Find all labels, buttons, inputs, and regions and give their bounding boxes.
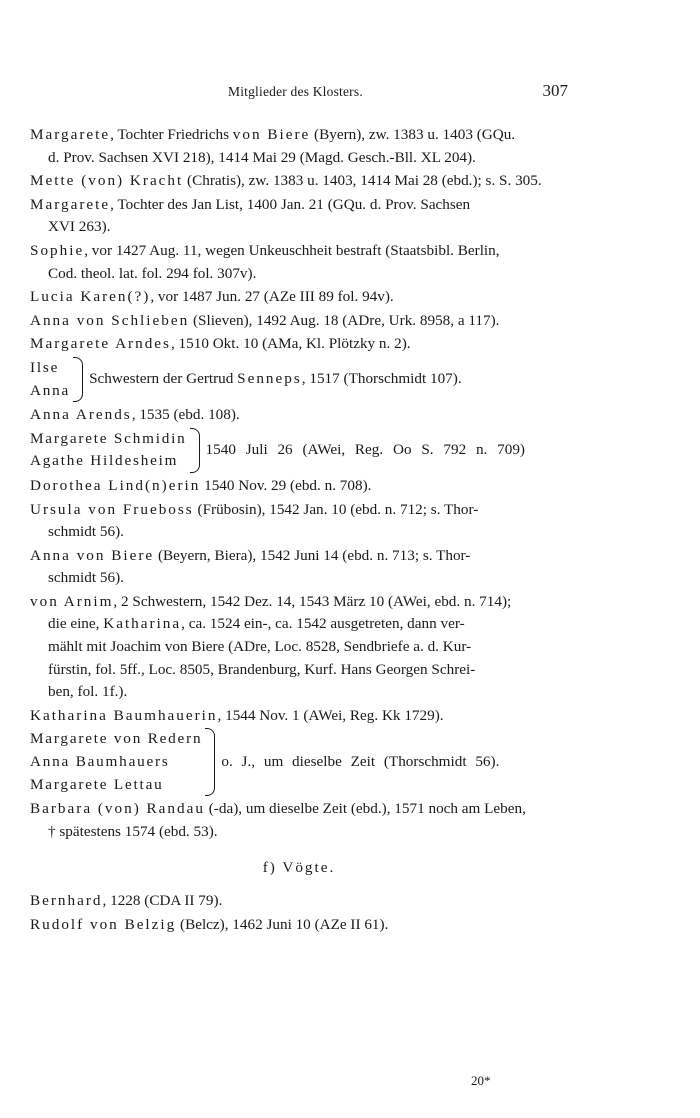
entry-continuation: ben, fol. 1f.). bbox=[48, 683, 128, 701]
entry-margarete-biere bbox=[30, 124, 568, 169]
group-text: o. J., um dieselbe Zeit (Thorschmidt 56). bbox=[221, 753, 500, 771]
entry-text: , vor 1487 Jun. 27 (AZe III 89 fol. 94v). bbox=[150, 288, 394, 306]
entry-name: Anna Arends bbox=[30, 406, 132, 424]
entry-anna-arends bbox=[30, 404, 568, 427]
entry-text: die eine, bbox=[48, 615, 104, 633]
entry-name: Mette (von) Kracht bbox=[30, 172, 184, 190]
entry-dorothea bbox=[30, 475, 568, 498]
entry-name: Katharina bbox=[103, 615, 182, 633]
page-number: 307 bbox=[542, 81, 568, 100]
entry-von-arnim bbox=[30, 591, 568, 704]
entry-name: Dorothea Lind(n)erin bbox=[30, 476, 201, 494]
entry-text: , vor 1427 Aug. 11, wegen Unkeuschheit bestraft (Staatsbibl. Berlin, bbox=[84, 241, 500, 259]
entry-continuation: XVI 263). bbox=[48, 218, 111, 236]
group-name: Margarete Schmidin bbox=[30, 429, 187, 447]
entry-anna-biere bbox=[30, 545, 568, 590]
entry-text: (Chratis), zw. 1383 u. 1403, 1414 Mai 28 (ebd.); s. S. 305. bbox=[183, 172, 542, 190]
group-name: Margarete von Redern bbox=[30, 730, 203, 748]
entry-name: Rudolf von Belzig bbox=[30, 915, 177, 933]
entry-text: , 1510 Okt. 10 (AMa, Kl. Plötzky n. 2). bbox=[170, 335, 411, 353]
entry-margarete-list bbox=[30, 194, 568, 239]
running-title: Mitglieder des Klosters. bbox=[228, 84, 363, 99]
group-name: Agathe Hildesheim bbox=[30, 452, 179, 470]
entry-baumhauerin bbox=[30, 705, 568, 728]
entry-continuation: † spätestens 1574 (ebd. 53). bbox=[48, 822, 218, 840]
entry-text: , Tochter des Jan List, 1400 Jan. 21 (GQu. d. Prov. Sachsen bbox=[110, 195, 471, 213]
entry-name: Barbara (von) Randau bbox=[30, 800, 205, 818]
entry-continuation bbox=[30, 613, 568, 636]
entry-name: Lucia Karen(?) bbox=[30, 288, 151, 306]
entry-continuation: mählt mit Joachim von Biere (ADre, Loc. 8528, Sendbriefe a. d. Kur- bbox=[48, 638, 472, 656]
entry-name: Anna von Schlieben bbox=[30, 311, 190, 329]
entry-text: , Tochter Friedrichs bbox=[110, 126, 233, 143]
entry-text: (-da), um dieselbe Zeit (ebd.), 1571 noch am Leben, bbox=[204, 800, 526, 818]
entry-name: Margarete bbox=[30, 126, 111, 143]
entry-continuation: schmidt 56). bbox=[48, 569, 124, 587]
entry-text: (Slieven), 1492 Aug. 18 (ADre, Urk. 8958, a 117). bbox=[189, 311, 500, 329]
entry-text: (Belcz), 1462 Juni 10 (AZe II 61). bbox=[176, 915, 389, 933]
entry-name: Margarete bbox=[30, 195, 111, 213]
group-name: Ilse bbox=[30, 358, 60, 376]
entry-continuation: schmidt 56). bbox=[48, 523, 124, 541]
brace-icon bbox=[190, 428, 200, 473]
entry-text: , 1544 Nov. 1 (AWei, Reg. Kk 1729). bbox=[217, 706, 444, 724]
signature-mark: 20* bbox=[471, 1073, 491, 1088]
entry-ursula bbox=[30, 499, 568, 544]
entry-text: (Byern), zw. 1383 u. 1403 (GQu. bbox=[310, 126, 516, 143]
entry-mette-kracht bbox=[30, 170, 568, 193]
section-heading-vogte bbox=[30, 857, 568, 880]
entry-sophie bbox=[30, 240, 568, 285]
entry-text: 1540 Nov. 29 (ebd. n. 708). bbox=[200, 476, 372, 494]
entry-barbara-randau bbox=[30, 798, 568, 843]
group-schmidin-hildesheim bbox=[30, 428, 568, 473]
group-name: Margarete Lettau bbox=[30, 775, 164, 793]
entry-text: , 1228 (CDA II 79). bbox=[102, 892, 223, 909]
entry-name: Katharina Baumhauerin bbox=[30, 706, 218, 724]
group-names bbox=[30, 728, 202, 796]
brace-icon bbox=[205, 728, 215, 796]
entry-margarete-arndes bbox=[30, 333, 568, 356]
group-name: Anna Baumhauers bbox=[30, 753, 170, 771]
entry-continuation: Cod. theol. lat. fol. 294 fol. 307v). bbox=[48, 264, 257, 282]
main-text bbox=[30, 124, 568, 937]
group-names bbox=[30, 357, 70, 402]
entry-text: (Frübosin), 1542 Jan. 10 (ebd. n. 712; s. Thor- bbox=[193, 500, 479, 518]
group-name: Anna bbox=[30, 381, 71, 399]
entry-text: (Beyern, Biera), 1542 Juni 14 (ebd. n. 713; s. Thor- bbox=[154, 546, 471, 564]
entry-rudolf-belzig bbox=[30, 914, 568, 937]
running-header bbox=[30, 82, 568, 104]
entry-name: Ursula von Frueboss bbox=[30, 500, 194, 518]
entry-text: , 2 Schwestern, 1542 Dez. 14, 1543 März 10 (AWei, ebd. n. 714); bbox=[113, 592, 512, 610]
group-ilse-anna bbox=[30, 357, 568, 402]
group-text-pre: Schwestern der Gertrud bbox=[89, 370, 238, 388]
group-redern-baumhauers-lettau bbox=[30, 728, 568, 796]
entry-bernhard bbox=[30, 890, 568, 913]
group-text bbox=[89, 368, 462, 391]
group-text-post: , 1517 (Thorschmidt 107). bbox=[301, 370, 462, 388]
entry-name: Bernhard bbox=[30, 892, 103, 909]
entry-text: , ca. 1524 ein-, ca. 1542 ausgetreten, dann ver- bbox=[181, 615, 465, 633]
brace-icon bbox=[73, 357, 83, 402]
entry-lucia-karen bbox=[30, 286, 568, 309]
entry-continuation: d. Prov. Sachsen XVI 218), 1414 Mai 29 (Magd. Gesch.-Bll. XL 204). bbox=[48, 148, 476, 166]
entry-text: , 1535 (ebd. 108). bbox=[131, 406, 240, 424]
group-text-name: Senneps bbox=[237, 370, 302, 388]
entry-name: Anna von Biere bbox=[30, 546, 155, 564]
entry-name: Margarete Arndes bbox=[30, 335, 171, 353]
entry-continuation: fürstin, fol. 5ff., Loc. 8505, Brandenburg, Kurf. Hans Georgen Schrei- bbox=[48, 660, 476, 678]
group-text: 1540 Juli 26 (AWei, Reg. Oo S. 792 n. 709) bbox=[205, 441, 525, 459]
entry-anna-schlieben bbox=[30, 310, 568, 333]
entry-name: von Biere bbox=[232, 126, 311, 143]
entry-name: von Arnim bbox=[30, 592, 114, 610]
section-title-text: f) Vögte. bbox=[262, 859, 336, 877]
group-names bbox=[30, 428, 187, 473]
entry-name: Sophie bbox=[30, 241, 85, 259]
